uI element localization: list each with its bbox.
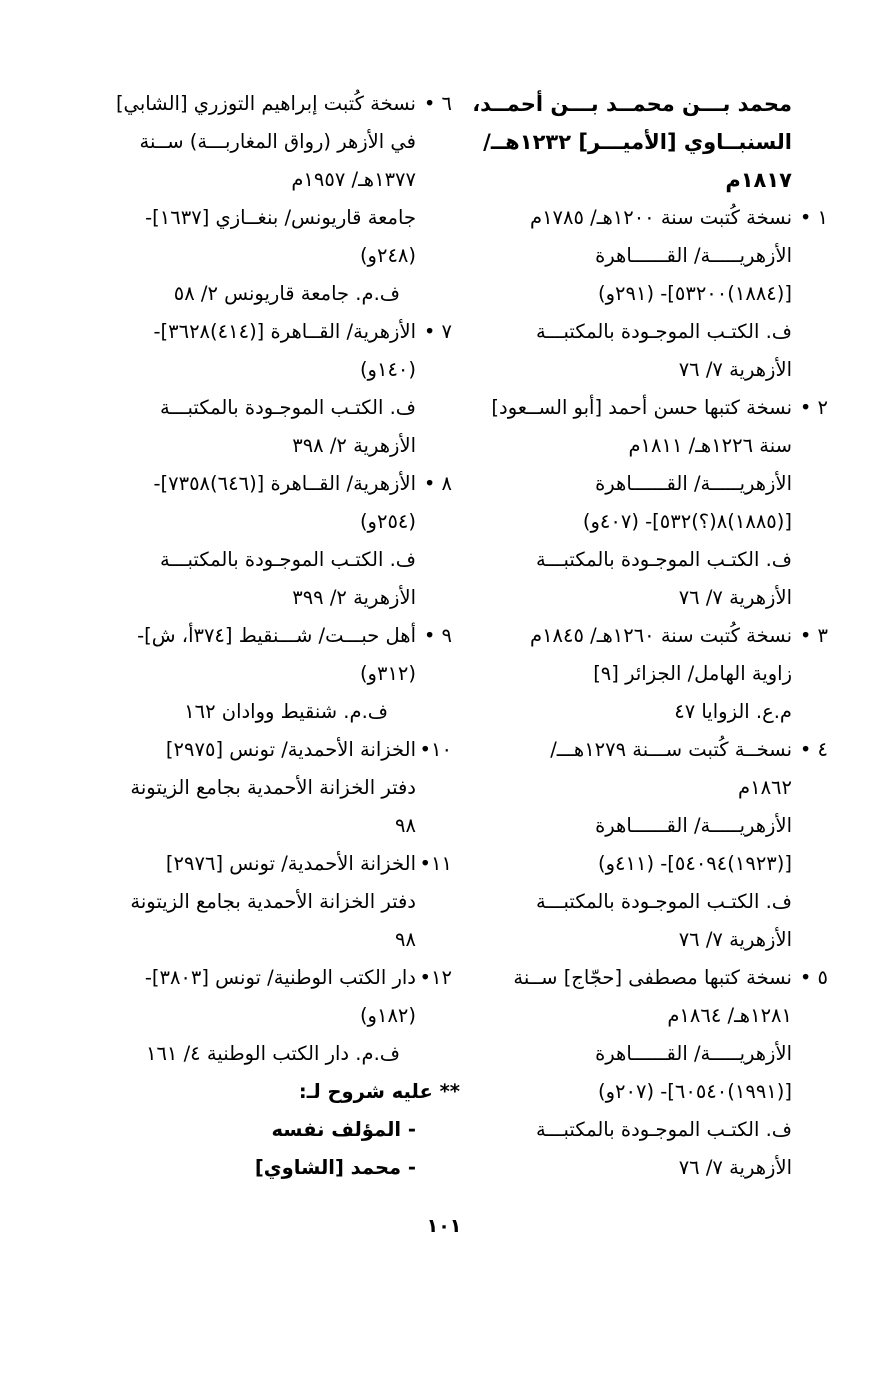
item-number: ٨ • [423, 472, 452, 495]
item-line: ف. الكتـب الموجـودة بالمكتبـــة [535, 548, 792, 571]
manuscript-item-12 [16, 959, 452, 1073]
item-number: ٤ • [799, 738, 828, 761]
item-number: ١٢• [419, 966, 452, 989]
manuscript-item-1 [442, 199, 828, 389]
manuscript-item-9 [16, 617, 452, 731]
item-line: الأزهرية ٧/ ٧٦ [678, 358, 792, 381]
page-number: ١٠١ [426, 1215, 462, 1237]
item-line: نسخة كُتبت إبراهيم التوزري [الشابي] [115, 92, 416, 115]
right-column [442, 85, 828, 1187]
item-line: نسخة كُتبت سنة ١٢٠٠هـ/ ١٧٨٥م [530, 206, 792, 229]
item-line: ف. الكتـب الموجـودة بالمكتبـــة [535, 320, 792, 343]
item-number: ١ • [799, 206, 828, 229]
item-line: ف.م. جامعة قاريونس ٢/ ٥٨ [173, 282, 400, 305]
item-line: دار الكتب الوطنية/ تونس [٣٨٠٣]- [144, 966, 416, 989]
item-line: [(١٨٨٥)٨(؟)٥٣٢]- (٤٠٧و) [582, 510, 792, 533]
item-number: ١٠• [419, 738, 452, 761]
entry-heading-line-2: السنبــاوي [الأميـــر] ١٢٣٢هــ/ [483, 130, 792, 154]
item-line: أهل حبـــت/ شـــنقيط [٣٧٤أ، ش]- [137, 624, 416, 647]
item-line: (١٤٠و) [359, 358, 416, 381]
item-line: دفتر الخزانة الأحمدية بجامع الزيتونة [130, 776, 416, 799]
item-line: دفتر الخزانة الأحمدية بجامع الزيتونة [130, 890, 416, 913]
item-number: ٧ • [423, 320, 452, 343]
manuscript-item-11 [16, 845, 452, 959]
commentaries-heading: ** عليه شروح لـ: [298, 1080, 460, 1103]
item-number: ٩ • [423, 624, 452, 647]
item-line: ف. الكتـب الموجـودة بالمكتبـــة [159, 396, 416, 419]
item-line: الأزهريـــــة/ القــــــاهرة [595, 472, 792, 495]
item-line: ٩٨ [395, 814, 416, 837]
item-line: جامعة قاريونس/ بنغــازي [١٦٣٧]- [145, 206, 416, 229]
manuscript-item-8 [16, 465, 452, 617]
item-number: ١١• [419, 852, 452, 875]
item-line: في الأزهر (رواق المغاربـــة) ســنة [139, 130, 416, 153]
item-line: الأزهرية ٧/ ٧٦ [678, 928, 792, 951]
item-line: سنة ١٢٢٦هـ/ ١٨١١م [628, 434, 792, 457]
item-line: ف.م. دار الكتب الوطنية ٤/ ١٦١ [145, 1042, 400, 1065]
item-line: ١٨٦٢م [738, 776, 792, 799]
item-line: الأزهريـــــة/ القــــــاهرة [595, 1042, 792, 1065]
item-line: ٩٨ [395, 928, 416, 951]
item-line: (٣١٢و) [359, 662, 416, 685]
manuscript-item-2 [442, 389, 828, 617]
item-line: [(١٩٢٣)٥٤٠٩٤]- (٤١١و) [597, 852, 792, 875]
item-line: م.ع. الزوايا ٤٧ [674, 700, 792, 723]
item-line: الأزهريـــــة/ القــــــاهرة [595, 244, 792, 267]
item-line: الأزهرية ٧/ ٧٦ [678, 586, 792, 609]
item-line: الخزانة الأحمدية/ تونس [٢٩٧٦] [165, 852, 416, 875]
manuscript-item-3 [442, 617, 828, 731]
item-line: نسخة كتبها حسن أحمد [أبو الســعود] [491, 396, 792, 419]
item-line: الخزانة الأحمدية/ تونس [٢٩٧٥] [165, 738, 416, 761]
item-line: ف. الكتـب الموجـودة بالمكتبـــة [535, 1118, 792, 1141]
item-line: نسخة كتبها مصطفى [حجّاج] ســنة [513, 966, 792, 989]
item-line: الأزهرية ٢/ ٣٩٩ [292, 586, 416, 609]
commentary-item: - محمد [الشاوي] [254, 1156, 416, 1179]
item-line: (١٨٢و) [359, 1004, 416, 1027]
manuscript-item-4 [442, 731, 828, 959]
item-number: ٣ • [799, 624, 828, 647]
item-number: ٦ • [423, 92, 452, 115]
item-number: ٢ • [799, 396, 828, 419]
manuscript-item-5 [442, 959, 828, 1187]
commentary-item: - المؤلف نفسه [271, 1118, 416, 1141]
item-line: زاوية الهامل/ الجزائر [٩] [593, 662, 792, 685]
entry-heading-line-1: محمد بـــن محمــد بـــن أحمــد، [472, 92, 792, 116]
item-line: الأزهرية/ القــاهرة [(٦٤٦)٧٣٥٨]- [153, 472, 416, 495]
item-line: (٢٤٨و) [359, 244, 416, 267]
left-column [16, 85, 460, 1187]
manuscript-item-7 [16, 313, 452, 465]
item-line: الأزهرية ٧/ ٧٦ [678, 1156, 792, 1179]
item-line: ف.م. شنقيط ووادان ١٦٢ [184, 700, 388, 723]
item-line: الأزهرية ٢/ ٣٩٨ [292, 434, 416, 457]
item-line: ١٣٧٧هـ/ ١٩٥٧م [291, 168, 416, 191]
entry-heading-line-3: ١٨١٧م [725, 168, 792, 192]
item-line: نسخة كُتبت سنة ١٢٦٠هـ/ ١٨٤٥م [530, 624, 792, 647]
manuscript-item-6 [16, 85, 452, 313]
item-line: ف. الكتـب الموجـودة بالمكتبـــة [159, 548, 416, 571]
item-line: الأزهرية/ القــاهرة [(٤١٤)٣٦٢٨]- [153, 320, 416, 343]
item-line: [(١٨٨٤)٥٣٢٠٠]- (٢٩١و) [597, 282, 792, 305]
item-line: نسخــة كُتبت ســـنة ١٢٧٩هـــ/ [550, 738, 792, 761]
manuscript-item-10 [16, 731, 452, 845]
commentaries-section [16, 1073, 460, 1187]
item-line: (٢٥٤و) [359, 510, 416, 533]
item-line: الأزهريـــــة/ القــــــاهرة [595, 814, 792, 837]
item-number: ٥ • [799, 966, 828, 989]
item-line: [(١٩٩١)٦٠٥٤٠]- (٢٠٧و) [597, 1080, 792, 1103]
item-line: ف. الكتـب الموجـودة بالمكتبـــة [535, 890, 792, 913]
item-line: ١٢٨١هـ/ ١٨٦٤م [667, 1004, 792, 1027]
